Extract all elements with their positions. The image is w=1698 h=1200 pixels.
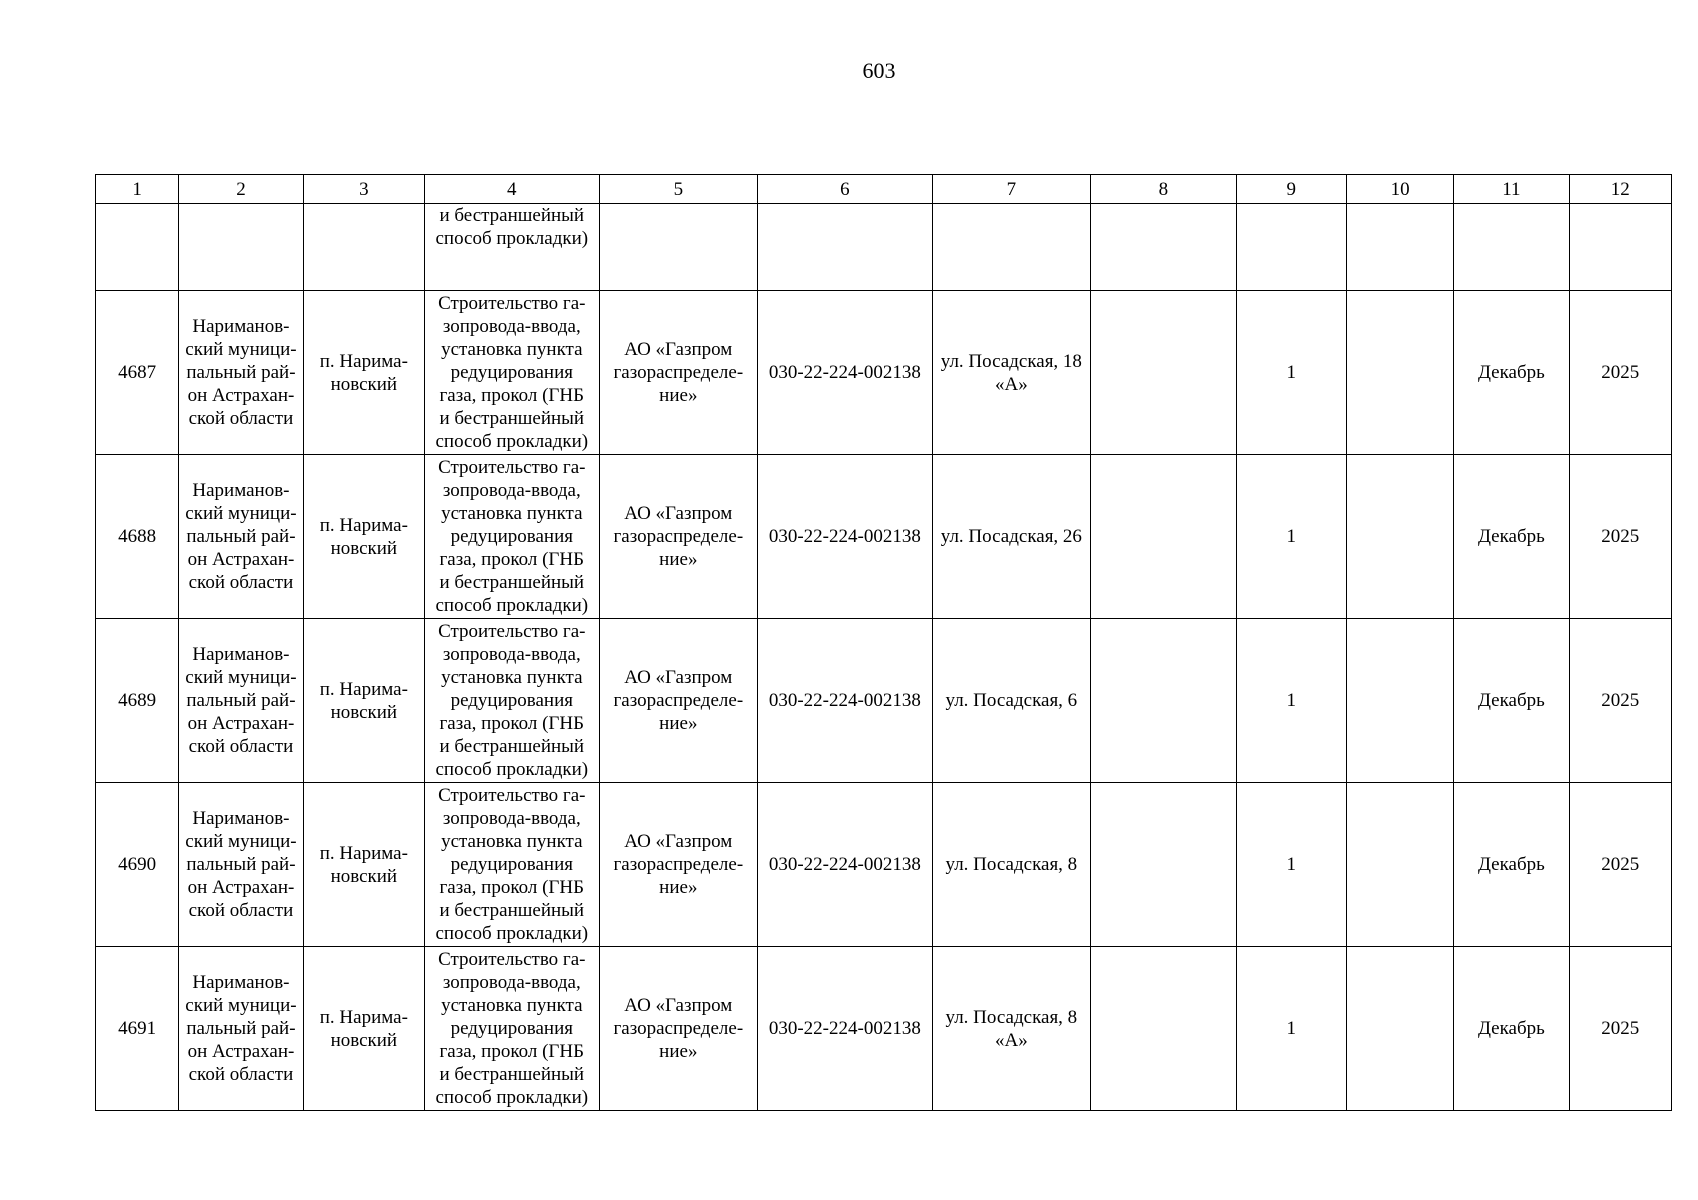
cell-address: [932, 619, 1091, 783]
cell-work-line: способ прокладки): [435, 923, 589, 944]
cell-district-line: Нариманов-: [192, 644, 290, 665]
table-row: [96, 947, 1672, 1111]
cell-district: [179, 783, 303, 947]
cell-col8: [1091, 783, 1236, 947]
plan-table: [95, 174, 1672, 1111]
cell-district-line: он Астрахан-: [187, 1041, 295, 1062]
continuation-work-line: и бестраншейный: [439, 205, 585, 226]
cell-col8: [1091, 291, 1236, 455]
column-number-cell: 2: [179, 175, 303, 204]
cell-settlement: [303, 783, 424, 947]
cell-org-line: ние»: [659, 549, 698, 570]
continuation-work-line: способ прокладки): [435, 228, 589, 249]
cell-address-line: «А»: [994, 1029, 1028, 1051]
cell-address: [932, 204, 1091, 291]
cell-num: 4691: [96, 947, 179, 1111]
cell-district-line: ской области: [188, 572, 294, 593]
cell-year: 2025: [1569, 455, 1671, 619]
cell-month: Декабрь: [1454, 619, 1569, 783]
cell-work-line: установка пункта: [441, 503, 583, 524]
cell-num: 4689: [96, 619, 179, 783]
cell-district-line: он Астрахан-: [187, 713, 295, 734]
cell-settlement: [303, 947, 424, 1111]
cell-year: 2025: [1569, 783, 1671, 947]
cell-col10: [1346, 204, 1453, 291]
column-number-cell: 1: [96, 175, 179, 204]
cell-num: 4687: [96, 291, 179, 455]
cell-district-line: Нариманов-: [192, 480, 290, 501]
cell-col10: [1346, 619, 1453, 783]
cell-org-line: газораспределе-: [613, 362, 744, 383]
cell-district-line: ский муници-: [185, 503, 297, 524]
cell-col8: [1091, 455, 1236, 619]
cell-district-line: ской области: [188, 1064, 294, 1085]
column-number-row: [96, 175, 1672, 204]
column-number-cell: 8: [1091, 175, 1236, 204]
cell-work-line: установка пункта: [441, 339, 583, 360]
cell-district-line: он Астрахан-: [187, 549, 295, 570]
column-number-cell: 10: [1346, 175, 1453, 204]
table-body: [96, 175, 1672, 1111]
cell-district: [179, 947, 303, 1111]
cell-org-line: газораспределе-: [613, 854, 744, 875]
cell-work: [425, 619, 600, 783]
cell-work-line: редуцирования: [450, 1018, 573, 1039]
cell-district-line: Нариманов-: [192, 316, 290, 337]
table-row: [96, 619, 1672, 783]
cell-settlement-line: п. Нарима-: [319, 350, 408, 372]
cell-settlement: [303, 619, 424, 783]
cell-code: [758, 204, 933, 291]
page-number: 603: [862, 58, 896, 83]
cell-district: [179, 619, 303, 783]
cell-district: [179, 455, 303, 619]
column-number-cell: 7: [932, 175, 1091, 204]
cell-col10: [1346, 947, 1453, 1111]
cell-col10: [1346, 455, 1453, 619]
cell-settlement: [303, 455, 424, 619]
cell-org: [599, 291, 758, 455]
cell-work-line: Строительство га-: [438, 621, 586, 642]
cell-work-line: установка пункта: [441, 667, 583, 688]
cell-work: [425, 947, 600, 1111]
cell-work: [425, 455, 600, 619]
cell-num: 4688: [96, 455, 179, 619]
column-number-cell: 11: [1454, 175, 1569, 204]
cell-address-line: «А»: [994, 373, 1028, 395]
cell-code: 030-22-224-002138: [758, 947, 933, 1111]
cell-district-line: он Астрахан-: [187, 385, 295, 406]
cell-work-line: Строительство га-: [438, 457, 586, 478]
cell-num: 4690: [96, 783, 179, 947]
cell-org-line: ние»: [659, 385, 698, 406]
cell-district-line: Нариманов-: [192, 808, 290, 829]
cell-month: Декабрь: [1454, 783, 1569, 947]
table-row: [96, 455, 1672, 619]
cell-settlement: [303, 291, 424, 455]
cell-col10: [1346, 291, 1453, 455]
column-number-cell: 6: [758, 175, 933, 204]
cell-address-line: ул. Посадская, 8: [945, 1006, 1078, 1028]
cell-district-line: пальный рай-: [186, 854, 296, 875]
cell-settlement-line: п. Нарима-: [319, 1006, 408, 1028]
cell-settlement: [303, 204, 424, 291]
column-number-cell: 3: [303, 175, 424, 204]
cell-org-line: газораспределе-: [613, 1018, 744, 1039]
cell-org-line: газораспределе-: [613, 690, 744, 711]
column-number-cell: 4: [425, 175, 600, 204]
cell-work-line: редуцирования: [450, 690, 573, 711]
cell-org-line: газораспределе-: [613, 526, 744, 547]
cell-org-line: АО «Газпром: [624, 339, 733, 360]
cell-year: 2025: [1569, 291, 1671, 455]
cell-work-line: зопровода-ввода,: [442, 480, 581, 501]
cell-work-line: Строительство га-: [438, 293, 586, 314]
cell-work-line: и бестраншейный: [439, 408, 585, 429]
column-number-cell: 9: [1236, 175, 1346, 204]
cell-col9: 1: [1236, 455, 1346, 619]
cell-work-line: и бестраншейный: [439, 572, 585, 593]
cell-month: Декабрь: [1454, 455, 1569, 619]
cell-col9: [1236, 204, 1346, 291]
cell-year: [1569, 204, 1671, 291]
table-row: [96, 291, 1672, 455]
cell-work-line: газа, прокол (ГНБ: [439, 877, 585, 898]
cell-district-line: ской области: [188, 408, 294, 429]
cell-address-line: ул. Посадская, 26: [940, 526, 1082, 547]
cell-settlement-line: п. Нарима-: [319, 678, 408, 700]
column-number-cell: 12: [1569, 175, 1671, 204]
cell-district-line: ский муници-: [185, 667, 297, 688]
cell-org: [599, 619, 758, 783]
cell-org-line: АО «Газпром: [624, 831, 733, 852]
cell-work: [425, 204, 600, 291]
cell-work-line: газа, прокол (ГНБ: [439, 549, 585, 570]
cell-org: [599, 455, 758, 619]
cell-work-line: зопровода-ввода,: [442, 972, 581, 993]
cell-work-line: установка пункта: [441, 831, 583, 852]
cell-address: [932, 291, 1091, 455]
cell-work-line: газа, прокол (ГНБ: [439, 713, 585, 734]
cell-district-line: ский муници-: [185, 339, 297, 360]
cell-work-line: и бестраншейный: [439, 736, 585, 757]
cell-work-line: зопровода-ввода,: [442, 316, 581, 337]
cell-col8: [1091, 619, 1236, 783]
cell-address-line: ул. Посадская, 8: [945, 854, 1078, 875]
cell-work-line: Строительство га-: [438, 785, 586, 806]
cell-district-line: ский муници-: [185, 831, 297, 852]
cell-address: [932, 783, 1091, 947]
cell-org-line: ние»: [659, 1041, 698, 1062]
cell-work-line: установка пункта: [441, 995, 583, 1016]
cell-month: Декабрь: [1454, 947, 1569, 1111]
cell-district-line: ской области: [188, 736, 294, 757]
cell-work-line: Строительство га-: [438, 949, 586, 970]
cell-district: [179, 204, 303, 291]
cell-col8: [1091, 947, 1236, 1111]
table-row: [96, 783, 1672, 947]
continuation-row: [96, 204, 1672, 291]
cell-code: 030-22-224-002138: [758, 783, 933, 947]
cell-settlement-line: новский: [330, 701, 398, 723]
cell-org-line: АО «Газпром: [624, 667, 733, 688]
cell-code: 030-22-224-002138: [758, 291, 933, 455]
cell-col10: [1346, 783, 1453, 947]
cell-settlement-line: новский: [330, 373, 398, 395]
cell-work: [425, 783, 600, 947]
cell-org: [599, 783, 758, 947]
cell-col9: 1: [1236, 947, 1346, 1111]
cell-work-line: зопровода-ввода,: [442, 808, 581, 829]
cell-address: [932, 455, 1091, 619]
cell-work-line: и бестраншейный: [439, 1064, 585, 1085]
cell-district-line: пальный рай-: [186, 362, 296, 383]
cell-district-line: ской области: [188, 900, 294, 921]
cell-work-line: и бестраншейный: [439, 900, 585, 921]
cell-month: [1454, 204, 1569, 291]
cell-org-line: ние»: [659, 713, 698, 734]
cell-work-line: редуцирования: [450, 526, 573, 547]
cell-settlement-line: новский: [330, 1029, 398, 1051]
cell-work-line: способ прокладки): [435, 431, 589, 452]
cell-year: 2025: [1569, 947, 1671, 1111]
cell-work-line: газа, прокол (ГНБ: [439, 385, 585, 406]
cell-settlement-line: п. Нарима-: [319, 842, 408, 864]
cell-num: [96, 204, 179, 291]
cell-year: 2025: [1569, 619, 1671, 783]
cell-district: [179, 291, 303, 455]
cell-work: [425, 291, 600, 455]
cell-settlement-line: п. Нарима-: [319, 514, 408, 536]
cell-settlement-line: новский: [330, 865, 398, 887]
cell-address: [932, 947, 1091, 1111]
cell-col9: 1: [1236, 291, 1346, 455]
cell-org-line: ние»: [659, 877, 698, 898]
cell-month: Декабрь: [1454, 291, 1569, 455]
cell-work-line: способ прокладки): [435, 759, 589, 780]
cell-district-line: ский муници-: [185, 995, 297, 1016]
cell-code: 030-22-224-002138: [758, 455, 933, 619]
cell-address-line: ул. Посадская, 6: [945, 690, 1078, 711]
cell-code: 030-22-224-002138: [758, 619, 933, 783]
cell-work-line: редуцирования: [450, 362, 573, 383]
cell-col8: [1091, 204, 1236, 291]
cell-work-line: газа, прокол (ГНБ: [439, 1041, 585, 1062]
cell-work-line: редуцирования: [450, 854, 573, 875]
cell-org-line: АО «Газпром: [624, 503, 733, 524]
cell-district-line: пальный рай-: [186, 690, 296, 711]
cell-work-line: способ прокладки): [435, 1087, 589, 1108]
cell-org-line: АО «Газпром: [624, 995, 733, 1016]
cell-work-line: способ прокладки): [435, 595, 589, 616]
cell-district-line: он Астрахан-: [187, 877, 295, 898]
cell-district-line: пальный рай-: [186, 526, 296, 547]
cell-work-line: зопровода-ввода,: [442, 644, 581, 665]
cell-district-line: пальный рай-: [186, 1018, 296, 1039]
cell-col9: 1: [1236, 619, 1346, 783]
cell-org: [599, 947, 758, 1111]
column-number-cell: 5: [599, 175, 758, 204]
cell-org: [599, 204, 758, 291]
cell-address-line: ул. Посадская, 18: [940, 350, 1082, 372]
cell-col9: 1: [1236, 783, 1346, 947]
cell-settlement-line: новский: [330, 537, 398, 559]
cell-district-line: Нариманов-: [192, 972, 290, 993]
